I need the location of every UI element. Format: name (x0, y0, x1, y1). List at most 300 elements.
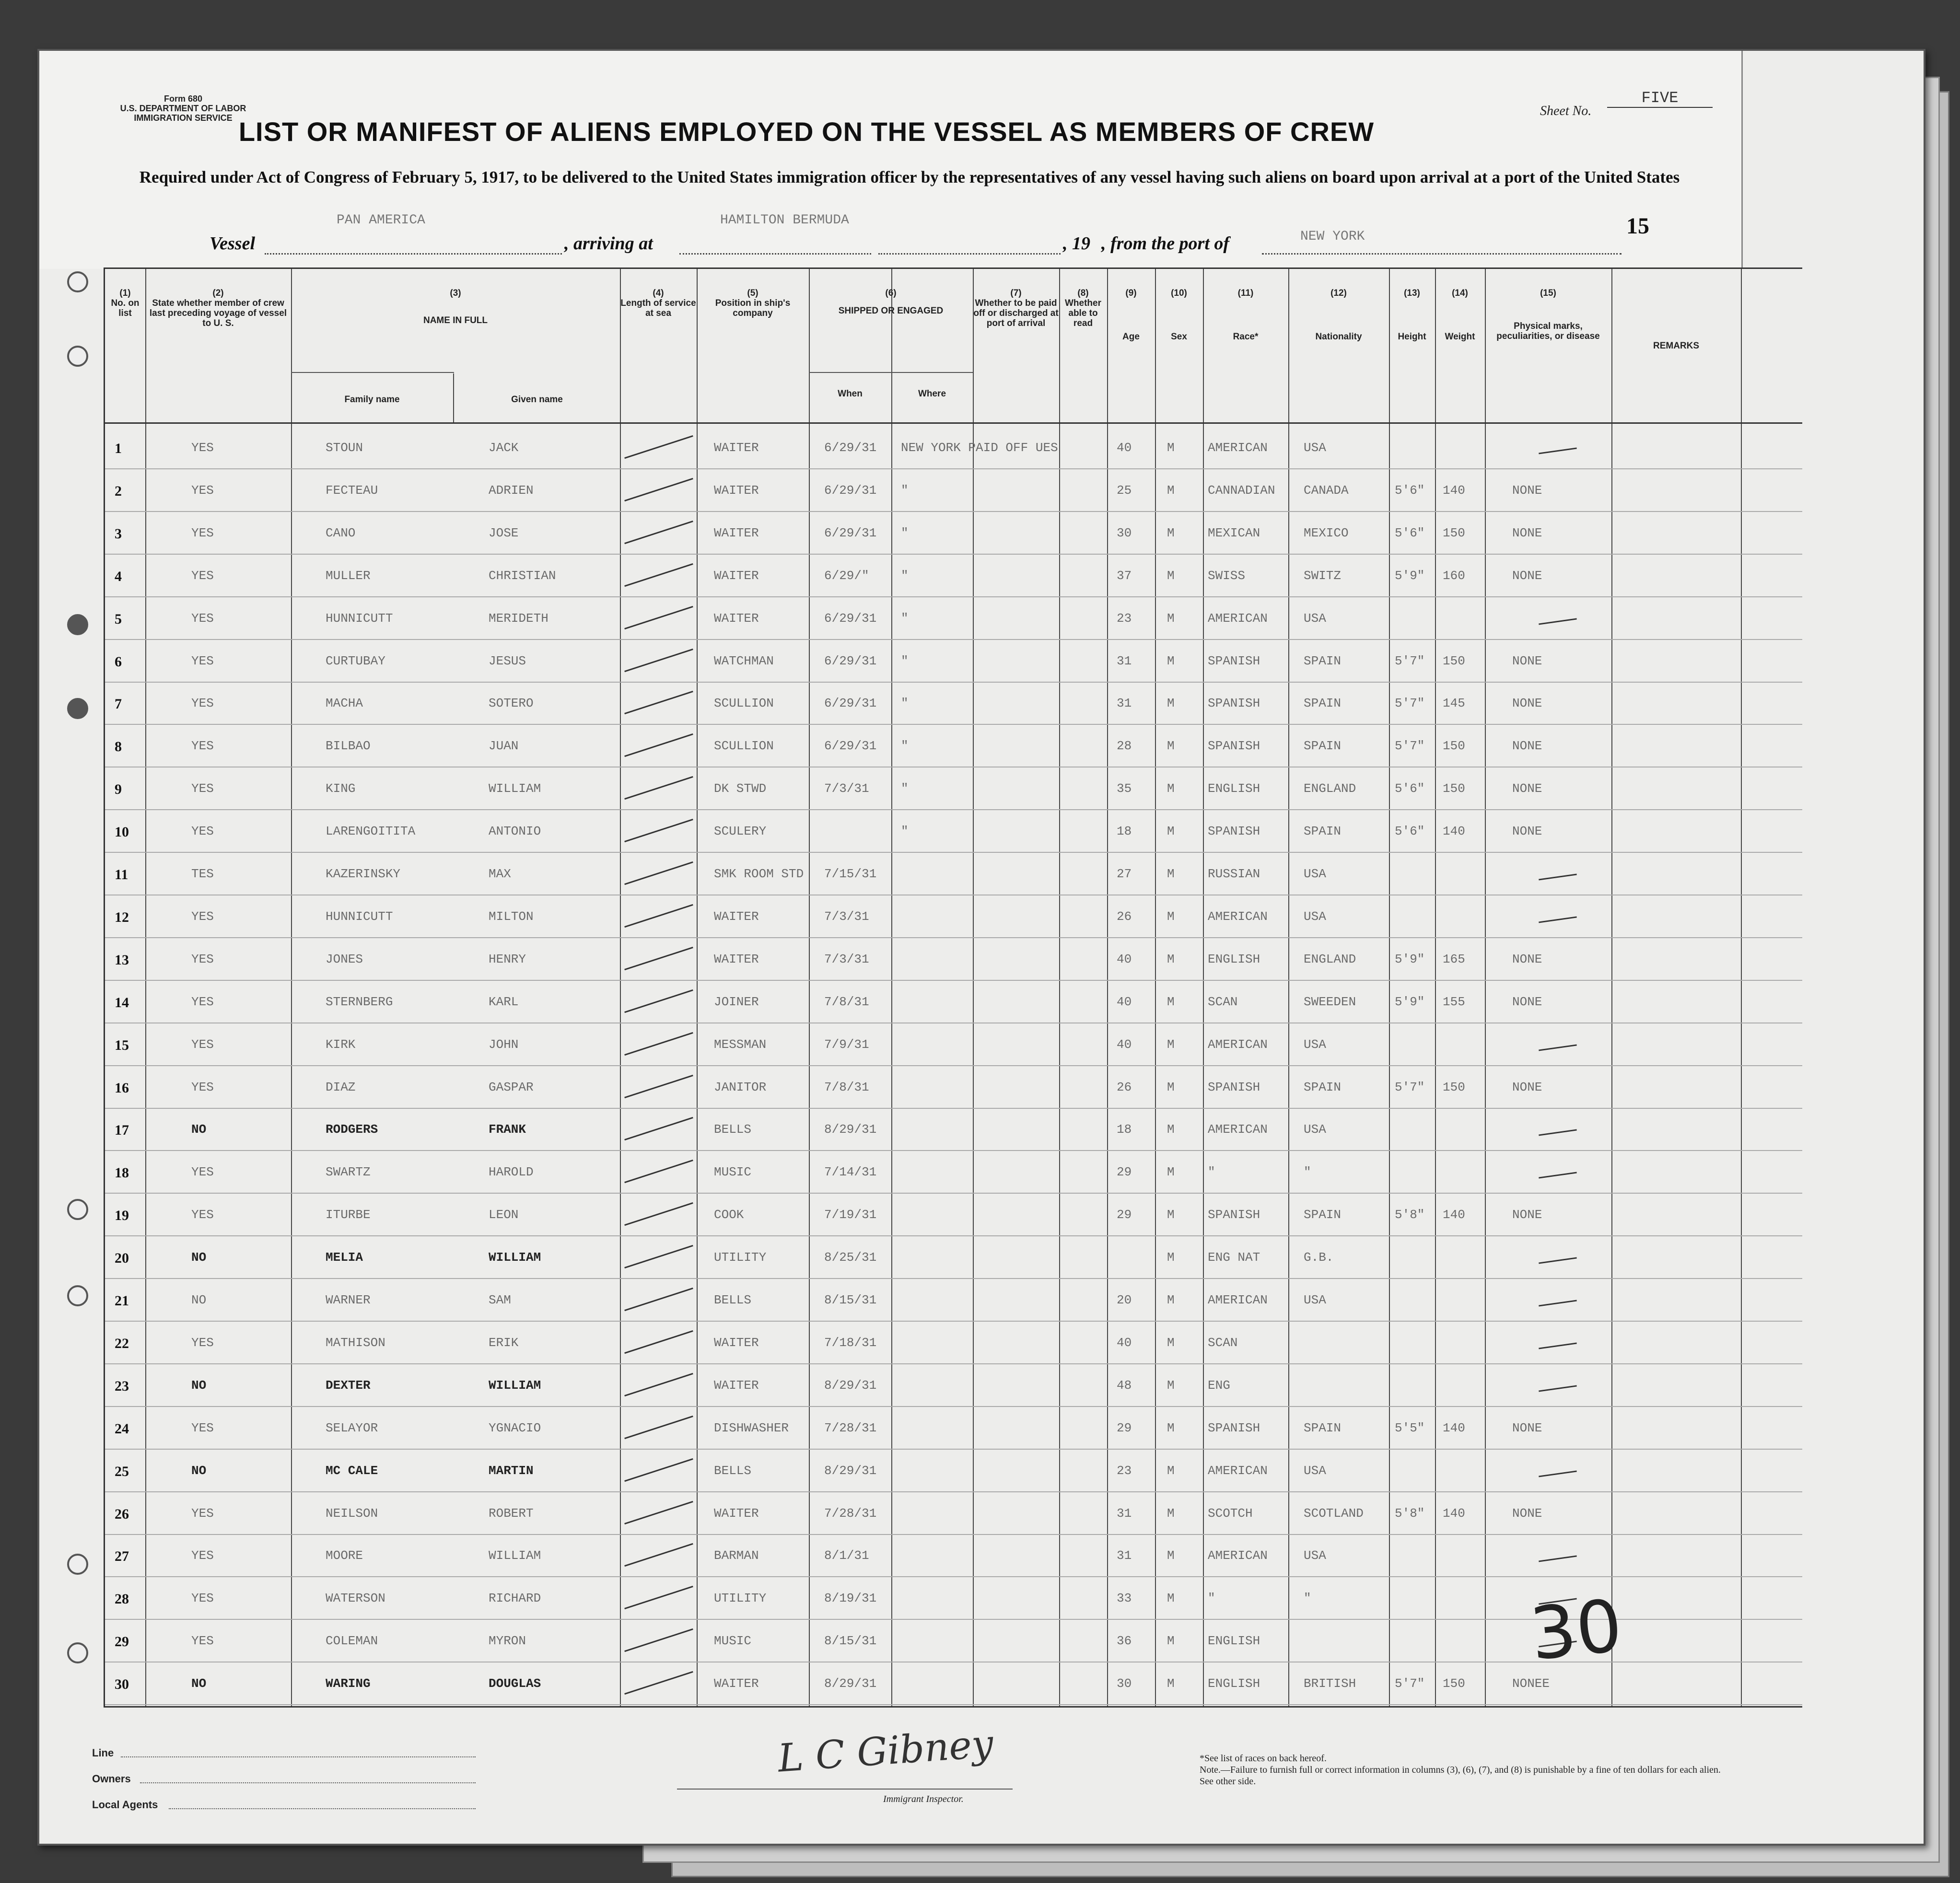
position: WAITER (714, 1378, 759, 1393)
age: 20 (1117, 1293, 1132, 1307)
position: JANITOR (714, 1080, 767, 1094)
weight: 140 (1443, 1208, 1465, 1222)
row-number: 30 (115, 1676, 129, 1693)
shipped-when: 8/15/31 (824, 1634, 877, 1649)
previous-voyage: YES (191, 909, 214, 924)
shipped-where: " (901, 611, 909, 626)
given-name: CHRISTIAN (489, 568, 556, 583)
race: ENGLISH (1208, 1634, 1260, 1649)
position: WAITER (714, 441, 759, 455)
table-row (105, 427, 1802, 468)
nationality: SPAIN (1304, 653, 1342, 668)
nationality: SWEEDEN (1304, 994, 1356, 1009)
nationality: USA (1304, 867, 1326, 881)
agents-underline (169, 1808, 476, 1809)
weight: 140 (1443, 1506, 1465, 1521)
physical-marks: NONE (1512, 483, 1542, 498)
col-header-shipped: (6) SHIPPED OR ENGAGED (838, 288, 944, 316)
position: WAITER (714, 483, 759, 498)
given-name: WILLIAM (489, 1378, 541, 1393)
col-header-given-name: Given name (511, 395, 563, 405)
row-number: 13 (115, 952, 129, 968)
nationality: SPAIN (1304, 696, 1342, 711)
previous-voyage: YES (191, 441, 214, 455)
position: SCULLION (714, 739, 774, 754)
age: 29 (1117, 1165, 1132, 1180)
height: 5'9" (1395, 952, 1425, 966)
service-tick-mark (624, 861, 693, 885)
sex: M (1167, 994, 1175, 1009)
weight: 160 (1443, 568, 1465, 583)
marks-dash (1539, 1385, 1577, 1392)
nationality: USA (1304, 1463, 1326, 1478)
table-row (105, 555, 1802, 596)
col-header-sex: (10) Sex (1171, 288, 1187, 342)
table-row (105, 598, 1802, 639)
shipped-when: 8/29/31 (824, 1122, 877, 1137)
row-number: 23 (115, 1378, 129, 1394)
family-name: MELIA (326, 1250, 363, 1265)
physical-marks: NONE (1512, 952, 1542, 966)
service-tick-mark (624, 648, 693, 672)
vessel-underline (265, 253, 562, 255)
shipped-when: 7/14/31 (824, 1165, 877, 1180)
family-name: NEILSON (326, 1506, 378, 1521)
nationality: CANADA (1304, 483, 1349, 498)
marks-dash (1539, 618, 1577, 625)
table-row (105, 1109, 1802, 1150)
height: 5'6" (1395, 824, 1425, 839)
given-name: JUAN (489, 739, 519, 754)
race: AMERICAN (1208, 1463, 1268, 1478)
row-number: 12 (115, 909, 129, 925)
family-name: KIRK (326, 1037, 356, 1052)
height: 5'7" (1395, 1080, 1425, 1094)
physical-marks: NONE (1512, 653, 1542, 668)
vessel-label: Vessel (210, 233, 255, 254)
family-name: CURTUBAY (326, 653, 385, 668)
height: 5'8" (1395, 1506, 1425, 1521)
shipped-when: 6/29/31 (824, 696, 877, 711)
family-name: MULLER (326, 568, 371, 583)
race: AMERICAN (1208, 1548, 1268, 1563)
service-tick-mark (624, 776, 693, 800)
service-tick-mark (624, 1160, 693, 1183)
given-name: ERIK (489, 1335, 519, 1350)
row-number: 8 (115, 739, 122, 755)
previous-voyage: NO (191, 1463, 207, 1478)
age: 23 (1117, 611, 1132, 626)
physical-marks: NONE (1512, 1208, 1542, 1222)
from-underline (1262, 253, 1622, 255)
shipped-when: 7/15/31 (824, 867, 877, 881)
table-row (105, 1024, 1802, 1065)
given-name: ADRIEN (489, 483, 534, 498)
sex: M (1167, 1506, 1175, 1521)
previous-voyage: YES (191, 653, 214, 668)
row-number: 24 (115, 1420, 129, 1437)
race: " (1208, 1165, 1215, 1180)
position: UTILITY (714, 1250, 767, 1265)
given-name: MAX (489, 867, 511, 881)
table-row (105, 725, 1802, 767)
nationality: " (1304, 1591, 1311, 1606)
age: 30 (1117, 525, 1132, 540)
sex: M (1167, 1634, 1175, 1649)
shipped-when: 8/1/31 (824, 1548, 869, 1563)
sex: M (1167, 1037, 1175, 1052)
family-name: DIAZ (326, 1080, 356, 1094)
age: 40 (1117, 994, 1132, 1009)
height: 5'9" (1395, 568, 1425, 583)
table-row (105, 939, 1802, 980)
shipped-when: 7/3/31 (824, 952, 869, 966)
marks-dash (1539, 1342, 1577, 1349)
race: SPANISH (1208, 653, 1260, 668)
col-header-race: (11) Race* (1233, 288, 1259, 342)
race: AMERICAN (1208, 611, 1268, 626)
age: 40 (1117, 1335, 1132, 1350)
position: SMK ROOM STD (714, 867, 804, 881)
col-header-marks: (15) Physical marks, peculiarities, or disease (1496, 288, 1600, 341)
race: ENGLISH (1208, 952, 1260, 966)
height: 5'7" (1395, 696, 1425, 711)
department: U.S. DEPARTMENT OF LABOR (120, 104, 246, 113)
family-name: DEXTER (326, 1378, 371, 1393)
race: " (1208, 1591, 1215, 1606)
given-name: WILLIAM (489, 1548, 541, 1563)
physical-marks: NONE (1512, 781, 1542, 796)
family-name: MC CALE (326, 1463, 378, 1478)
punch-hole (67, 271, 88, 292)
position: SCULLION (714, 696, 774, 711)
race: SPANISH (1208, 1208, 1260, 1222)
shipped-when: 8/15/31 (824, 1293, 877, 1307)
marks-dash (1539, 1470, 1577, 1477)
sex: M (1167, 1080, 1175, 1094)
given-name: JOHN (489, 1037, 519, 1052)
previous-voyage: YES (191, 824, 214, 839)
given-name: FRANK (489, 1122, 526, 1137)
nationality: USA (1304, 1548, 1326, 1563)
weight: 150 (1443, 739, 1465, 754)
previous-voyage: YES (191, 994, 214, 1009)
table-row (105, 470, 1802, 511)
crew-table (104, 267, 1802, 1708)
given-name: ANTONIO (489, 824, 541, 839)
marks-dash (1539, 1556, 1577, 1562)
shipped-when: 8/19/31 (824, 1591, 877, 1606)
weight: 150 (1443, 1676, 1465, 1691)
previous-voyage: YES (191, 611, 214, 626)
shipped-when: 6/29/31 (824, 611, 877, 626)
sex: M (1167, 1122, 1175, 1137)
family-name: MOORE (326, 1548, 363, 1563)
table-row (105, 683, 1802, 724)
position: WAITER (714, 525, 759, 540)
shipped-when: 6/29/31 (824, 525, 877, 540)
position: WAITER (714, 611, 759, 626)
previous-voyage: YES (191, 483, 214, 498)
physical-marks: NONE (1512, 1420, 1542, 1435)
family-name: LARENGOITITA (326, 824, 416, 839)
table-row (105, 640, 1802, 682)
age: 30 (1117, 1676, 1132, 1691)
row-number: 16 (115, 1080, 129, 1096)
family-name: HUNNICUTT (326, 611, 393, 626)
family-name: FECTEAU (326, 483, 378, 498)
nationality: SPAIN (1304, 1080, 1342, 1094)
race: SPANISH (1208, 739, 1260, 754)
shipped-when: 8/29/31 (824, 1378, 877, 1393)
race: SCAN (1208, 1335, 1238, 1350)
position: COOK (714, 1208, 744, 1222)
col-header-name: (3) NAME IN FULL (423, 288, 488, 325)
manifest-page (37, 49, 1925, 1846)
shipped-where: " (901, 525, 909, 540)
race: ENG (1208, 1378, 1230, 1393)
height: 5'6" (1395, 781, 1425, 796)
row-number: 15 (115, 1037, 129, 1053)
col-header-read: (8) Whether able to read (1065, 288, 1101, 328)
page-number: 15 (1626, 213, 1649, 239)
family-name: JONES (326, 952, 363, 966)
shipped-where: " (901, 483, 909, 498)
position: BARMAN (714, 1548, 759, 1563)
previous-voyage: YES (191, 1037, 214, 1052)
nationality: G.B. (1304, 1250, 1334, 1265)
age: 26 (1117, 1080, 1132, 1094)
col-header-height: (13) Height (1398, 288, 1426, 342)
shipped-where: " (901, 696, 909, 711)
given-name: SAM (489, 1293, 511, 1307)
sex: M (1167, 739, 1175, 754)
form-number: Form 680 (163, 94, 203, 104)
physical-marks: NONE (1512, 994, 1542, 1009)
age: 40 (1117, 1037, 1132, 1052)
height: 5'6" (1395, 525, 1425, 540)
line-label: Line (92, 1747, 114, 1759)
table-row (105, 981, 1802, 1023)
given-name: SOTERO (489, 696, 534, 711)
age: 23 (1117, 1463, 1132, 1478)
age: 27 (1117, 867, 1132, 881)
previous-voyage: NO (191, 1122, 207, 1137)
shipped-when: 6/29/31 (824, 483, 877, 498)
punch-hole (67, 614, 88, 635)
position: WAITER (714, 1506, 759, 1521)
nationality: SPAIN (1304, 1208, 1342, 1222)
position: DK STWD (714, 781, 767, 796)
position: MUSIC (714, 1165, 752, 1180)
sheet-label: Sheet No. (1540, 104, 1592, 118)
family-name: RODGERS (326, 1122, 378, 1137)
service-tick-mark (624, 521, 693, 544)
race: SPANISH (1208, 824, 1260, 839)
table-row (105, 1322, 1802, 1363)
row-number: 17 (115, 1122, 129, 1139)
from-label: , from the port of (1101, 233, 1230, 254)
nationality: SWITZ (1304, 568, 1342, 583)
race: ENGLISH (1208, 781, 1260, 796)
previous-voyage: YES (191, 1506, 214, 1521)
col-header-family-name: Family name (344, 395, 400, 405)
nationality: USA (1304, 1037, 1326, 1052)
owners-underline (140, 1782, 476, 1783)
page-title: LIST OR MANIFEST OF ALIENS EMPLOYED ON THE VESSEL AS MEMBERS OF CREW (238, 116, 1375, 147)
previous-voyage: NO (191, 1250, 207, 1265)
service-tick-mark (624, 1543, 693, 1567)
service-tick-mark (624, 819, 693, 842)
service-tick-mark (624, 1373, 693, 1396)
age: 18 (1117, 824, 1132, 839)
shipped-when: 7/19/31 (824, 1208, 877, 1222)
weight: 140 (1443, 483, 1465, 498)
previous-voyage: YES (191, 1420, 214, 1435)
inspector-signature: L C Gibney (776, 1721, 995, 1781)
marks-dash (1539, 447, 1577, 454)
marks-dash (1539, 1257, 1577, 1264)
table-row (105, 1279, 1802, 1321)
row-number: 28 (115, 1591, 129, 1607)
service-tick-mark (624, 605, 693, 629)
height: 5'7" (1395, 1676, 1425, 1691)
sex: M (1167, 696, 1175, 711)
given-name: HENRY (489, 952, 526, 966)
row-number: 26 (115, 1506, 129, 1522)
nationality: ENGLAND (1304, 781, 1356, 796)
position: DISHWASHER (714, 1420, 789, 1435)
given-name: HAROLD (489, 1165, 534, 1180)
sex: M (1167, 483, 1175, 498)
position: BELLS (714, 1463, 752, 1478)
row-number: 20 (115, 1250, 129, 1267)
marks-dash (1539, 1172, 1577, 1179)
row-number: 5 (115, 611, 122, 627)
service-tick-mark (624, 478, 693, 501)
shipped-when: 7/3/31 (824, 909, 869, 924)
col-header-remarks: REMARKS (1653, 341, 1700, 351)
marks-dash (1539, 1129, 1577, 1136)
sex: M (1167, 441, 1175, 455)
previous-voyage: YES (191, 739, 214, 754)
row-number: 3 (115, 525, 122, 542)
shipped-where: NEW YORK PAID OFF UES (901, 441, 1058, 455)
weight: 150 (1443, 525, 1465, 540)
col-header-weight: (14) Weight (1445, 288, 1475, 342)
marks-dash (1539, 873, 1577, 880)
race: CANNADIAN (1208, 483, 1275, 498)
family-name: HUNNICUTT (326, 909, 393, 924)
position: MUSIC (714, 1634, 752, 1649)
shipped-when: 6/29/31 (824, 441, 877, 455)
row-number: 19 (115, 1208, 129, 1224)
signature-line (677, 1789, 1013, 1790)
previous-voyage: YES (191, 1548, 214, 1563)
row-number: 9 (115, 781, 122, 798)
col-header-nationality: (12) Nationality (1315, 288, 1362, 342)
family-name: CANO (326, 525, 356, 540)
weight: 150 (1443, 653, 1465, 668)
given-name: GASPAR (489, 1080, 534, 1094)
race: SPANISH (1208, 1420, 1260, 1435)
given-name: DOUGLAS (489, 1676, 541, 1691)
nationality: MEXICO (1304, 525, 1349, 540)
race: RUSSIAN (1208, 867, 1260, 881)
position: WATCHMAN (714, 653, 774, 668)
age: 18 (1117, 1122, 1132, 1137)
arriving-port: HAMILTON BERMUDA (720, 213, 849, 228)
row-number: 22 (115, 1335, 129, 1351)
sex: M (1167, 1463, 1175, 1478)
position: WAITER (714, 909, 759, 924)
age: 40 (1117, 441, 1132, 455)
shipped-where: " (901, 781, 909, 796)
table-row (105, 853, 1802, 895)
sex: M (1167, 824, 1175, 839)
form-footer (39, 1709, 1741, 1839)
sex: M (1167, 909, 1175, 924)
sex: M (1167, 1676, 1175, 1691)
nationality: SPAIN (1304, 824, 1342, 839)
age: 31 (1117, 1548, 1132, 1563)
row-number: 7 (115, 696, 122, 712)
race: MEXICAN (1208, 525, 1260, 540)
nationality: USA (1304, 909, 1326, 924)
family-name: MACHA (326, 696, 363, 711)
physical-marks: NONE (1512, 525, 1542, 540)
nationality: " (1304, 1165, 1311, 1180)
table-row (105, 768, 1802, 809)
previous-voyage: YES (191, 1634, 214, 1649)
age: 26 (1117, 909, 1132, 924)
service-tick-mark (624, 904, 693, 928)
row-number: 4 (115, 568, 122, 584)
service-tick-mark (624, 1628, 693, 1652)
age: 37 (1117, 568, 1132, 583)
marks-dash (1539, 1300, 1577, 1306)
position: WAITER (714, 1335, 759, 1350)
shipped-when: 8/29/31 (824, 1676, 877, 1691)
row-number: 14 (115, 994, 129, 1011)
nationality: SPAIN (1304, 739, 1342, 754)
position: WAITER (714, 1676, 759, 1691)
col-header-where: Where (918, 389, 946, 399)
sex: M (1167, 781, 1175, 796)
race: AMERICAN (1208, 1293, 1268, 1307)
age: 36 (1117, 1634, 1132, 1649)
previous-voyage: NO (191, 1293, 207, 1307)
col-header-number: (1) No. on list (111, 288, 140, 318)
family-name: KING (326, 781, 356, 796)
previous-voyage: NO (191, 1676, 207, 1691)
weight: 155 (1443, 994, 1465, 1009)
height: 5'6" (1395, 483, 1425, 498)
age: 29 (1117, 1420, 1132, 1435)
nationality: SCOTLAND (1304, 1506, 1364, 1521)
table-row (105, 1407, 1802, 1449)
given-name: YGNACIO (489, 1420, 541, 1435)
age: 28 (1117, 739, 1132, 754)
weight: 145 (1443, 696, 1465, 711)
service-tick-mark (624, 435, 693, 459)
arriving-underline (679, 253, 871, 255)
arriving-label: , arriving at (564, 233, 653, 254)
physical-marks: NONE (1512, 739, 1542, 754)
service-tick-mark (624, 1032, 693, 1055)
given-name: JESUS (489, 653, 526, 668)
shipped-when: 6/29/31 (824, 653, 877, 668)
